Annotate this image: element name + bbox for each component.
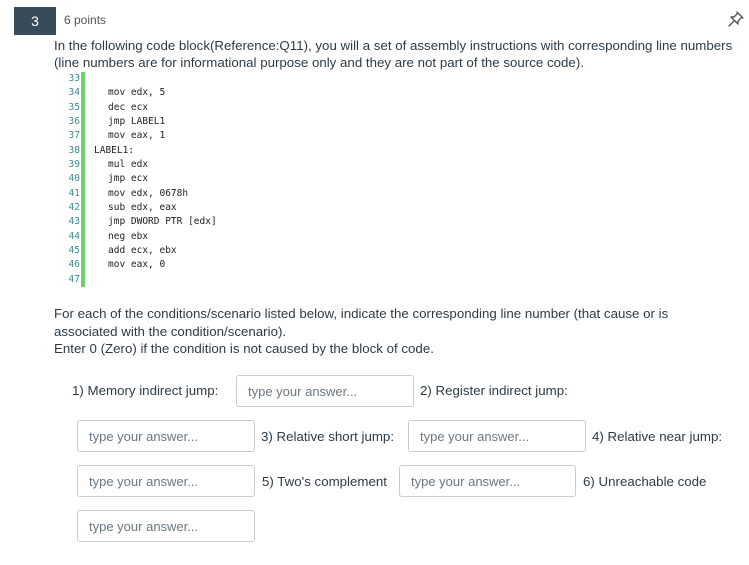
answer-input-4[interactable]: type your answer... bbox=[77, 465, 255, 497]
line-number: 44 bbox=[68, 230, 80, 242]
code-text: jmp DWORD PTR [edx] bbox=[108, 216, 217, 228]
answer-input-1[interactable]: type your answer... bbox=[236, 375, 414, 407]
line-marker bbox=[81, 273, 85, 287]
answer-input-2[interactable]: type your answer... bbox=[77, 420, 255, 452]
line-number: 37 bbox=[68, 130, 80, 142]
line-marker bbox=[81, 101, 85, 115]
question-prompt: In the following code block(Reference:Q11), you will a set of assembly instructions with corresponding line numbers (line numbers are for informational purpose only and they are not part of the source code). bbox=[54, 38, 733, 70]
line-number: 40 bbox=[68, 173, 80, 185]
line-number: 36 bbox=[68, 116, 80, 128]
line-marker bbox=[81, 144, 85, 158]
line-number: 41 bbox=[68, 187, 80, 199]
code-text: dec ecx bbox=[108, 101, 149, 113]
pin-icon[interactable] bbox=[727, 10, 745, 28]
code-text: mov edx, 5 bbox=[108, 87, 166, 99]
question-number: 3 bbox=[14, 7, 56, 35]
line-number: 45 bbox=[68, 245, 80, 257]
code-text: mov eax, 1 bbox=[108, 130, 166, 142]
code-text: neg ebx bbox=[108, 230, 149, 242]
code-text: add ecx, ebx bbox=[108, 245, 177, 257]
code-text: jmp ecx bbox=[108, 173, 149, 185]
label-memory-indirect-jump: 1) Memory indirect jump: bbox=[72, 383, 219, 398]
line-number: 33 bbox=[68, 73, 80, 84]
code-text: mul edx bbox=[108, 159, 149, 171]
line-marker bbox=[81, 215, 85, 229]
label-register-indirect-jump: 2) Register indirect jump: bbox=[420, 383, 568, 398]
answer-input-6[interactable]: type your answer... bbox=[77, 510, 255, 542]
code-text: sub edx, eax bbox=[108, 202, 177, 214]
line-marker bbox=[81, 244, 85, 258]
line-marker bbox=[81, 172, 85, 186]
line-marker bbox=[81, 115, 85, 129]
answer-input-3[interactable]: type your answer... bbox=[408, 420, 586, 452]
line-number: 43 bbox=[68, 216, 80, 228]
instructions-line: Enter 0 (Zero) if the condition is not caused by the block of code. bbox=[54, 341, 434, 356]
code-text: mov eax, 0 bbox=[108, 259, 166, 271]
line-number: 46 bbox=[68, 259, 80, 271]
line-marker bbox=[81, 158, 85, 172]
line-number: 38 bbox=[68, 144, 80, 156]
line-marker bbox=[81, 258, 85, 272]
label-relative-short-jump: 3) Relative short jump: bbox=[261, 429, 395, 444]
line-marker bbox=[81, 187, 85, 201]
line-marker bbox=[81, 201, 85, 215]
code-text: jmp LABEL1 bbox=[108, 116, 166, 128]
line-marker bbox=[81, 72, 85, 86]
answer-input-5[interactable]: type your answer... bbox=[399, 465, 576, 497]
question-points: 6 points bbox=[64, 13, 107, 27]
line-number: 35 bbox=[68, 101, 80, 113]
line-number: 47 bbox=[68, 273, 80, 285]
label-twos-complement: 5) Two's complement bbox=[262, 474, 387, 489]
line-marker bbox=[81, 86, 85, 100]
line-number: 34 bbox=[68, 87, 80, 99]
instructions bbox=[54, 305, 734, 358]
code-label: LABEL1: bbox=[94, 144, 135, 156]
line-marker bbox=[81, 129, 85, 143]
instructions-line: For each of the conditions/scenario listed below, indicate the corresponding line number (that cause or is associated with the condition/scenario). bbox=[54, 306, 669, 339]
line-marker bbox=[81, 230, 85, 244]
label-unreachable-code: 6) Unreachable code bbox=[583, 474, 707, 489]
line-number: 42 bbox=[68, 202, 80, 214]
line-number: 39 bbox=[68, 159, 80, 171]
code-text: mov edx, 0678h bbox=[108, 187, 189, 199]
label-relative-near-jump: 4) Relative near jump: bbox=[592, 429, 723, 444]
